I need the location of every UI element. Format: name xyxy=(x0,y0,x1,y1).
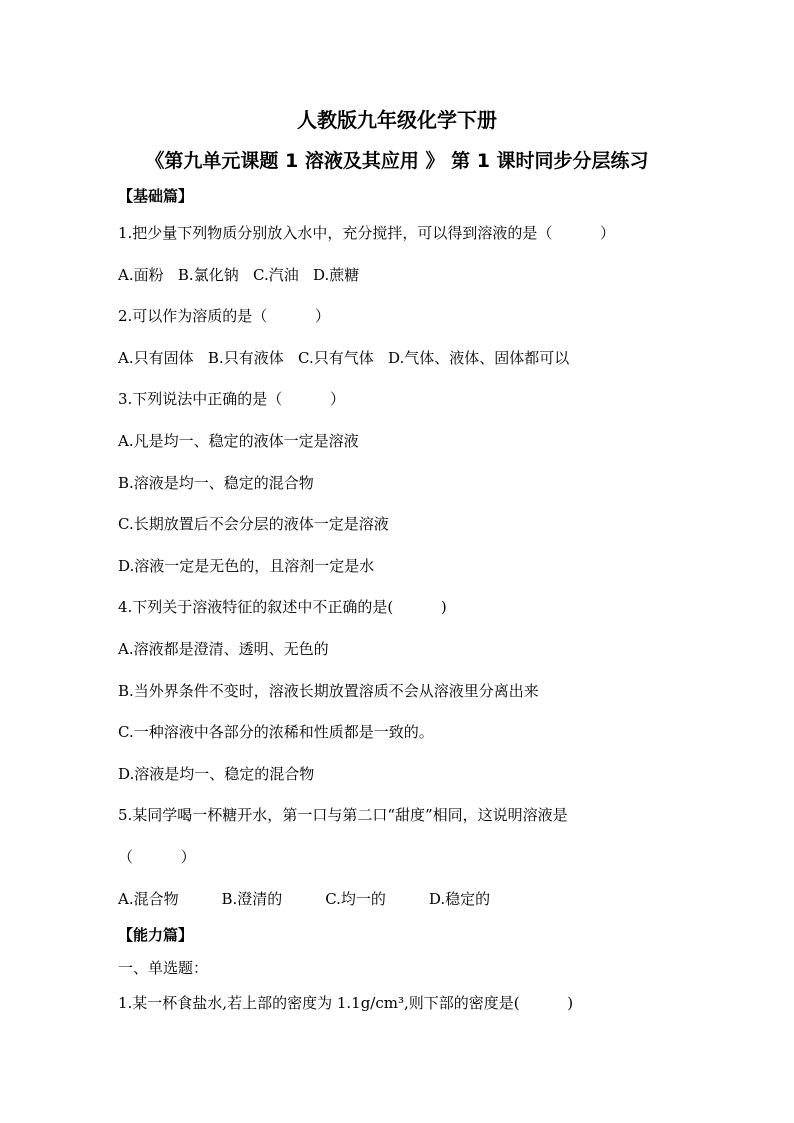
question-4-option-a: A.溶液都是澄清、透明、无色的 xyxy=(118,640,329,658)
question-5: 5.某同学喝一杯糖开水，第一口与第二口“甜度”相同，这说明溶液是 xyxy=(118,806,568,824)
question-3-option-a: A.凡是均一、稳定的液体一定是溶液 xyxy=(118,432,359,450)
question-5-options: A.混合物 B.澄清的 C.均一的 D.稳定的 xyxy=(118,890,491,908)
single-choice-heading: 一、单选题： xyxy=(118,959,209,977)
question-3-option-d: D.溶液一定是无色的，且溶剂一定是水 xyxy=(118,557,375,575)
document-subtitle: 《第九单元课题 1 溶液及其应用 》 第 1 课时同步分层练习 xyxy=(145,150,649,172)
question-1: 1.把少量下列物质分别放入水中，充分搅拌，可以得到溶液的是（ ） xyxy=(118,224,615,242)
section-ability-heading: 【能力篇】 xyxy=(118,926,194,944)
document-title: 人教版九年级化学下册 xyxy=(297,108,497,132)
question-2: 2.可以作为溶质的是（ ） xyxy=(118,307,330,325)
question-4: 4.下列关于溶液特征的叙述中不正确的是( ) xyxy=(118,598,447,616)
ability-question-1: 1.某一杯食盐水,若上部的密度为 1.1g/cm³,则下部的密度是( ) xyxy=(118,994,574,1012)
question-3-option-b: B.溶液是均一、稳定的混合物 xyxy=(118,474,314,492)
question-3-option-c: C.长期放置后不会分层的液体一定是溶液 xyxy=(118,515,389,533)
question-5-continuation: （ ） xyxy=(118,848,196,866)
question-3: 3.下列说法中正确的是（ ） xyxy=(118,390,345,408)
question-1-options: A.面粉 B.氯化钠 C.汽油 D.蔗糖 xyxy=(118,266,360,284)
section-basic-heading: 【基础篇】 xyxy=(118,187,194,205)
question-4-option-b: B.当外界条件不变时，溶液长期放置溶质不会从溶液里分离出来 xyxy=(118,682,539,700)
question-4-option-d: D.溶液是均一、稳定的混合物 xyxy=(118,765,315,783)
question-2-options: A.只有固体 B.只有液体 C.只有气体 D.气体、液体、固体都可以 xyxy=(118,349,570,367)
question-4-option-c: C.一种溶液中各部分的浓稀和性质都是一致的。 xyxy=(118,723,434,741)
